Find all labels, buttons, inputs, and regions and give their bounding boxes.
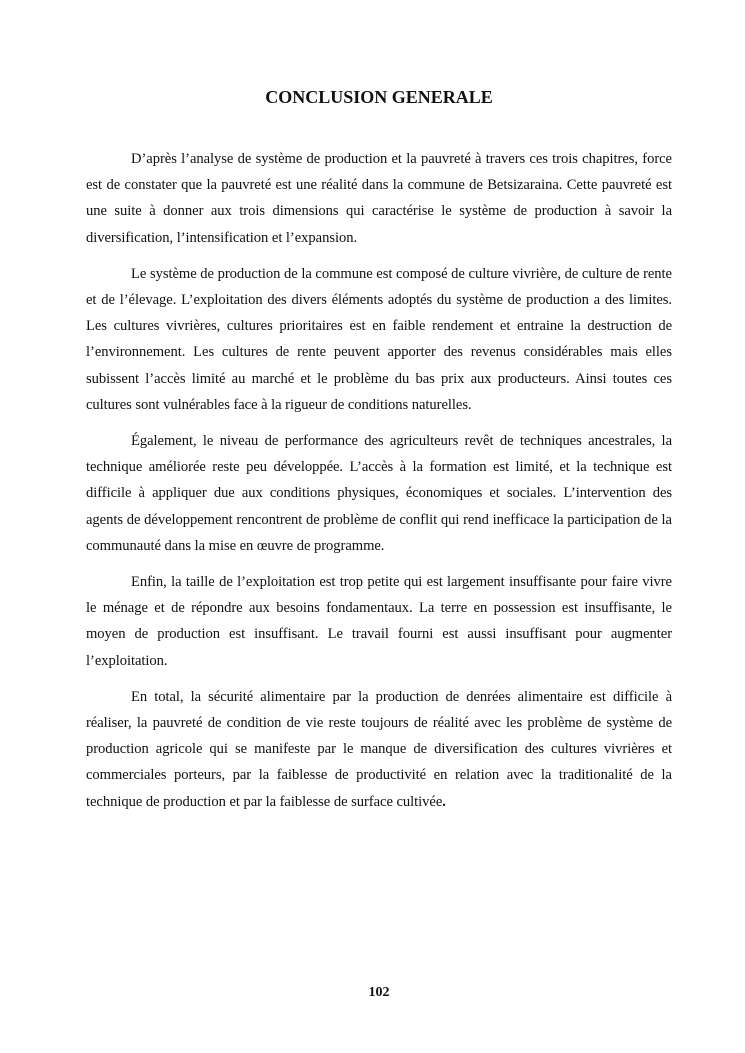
paragraph-last-text: En total, la sécurité alimentaire par la production de denrées alimentaire est difficile à réaliser, la pauvreté de condition de vie reste toujours de réalité avec les problème de système de production agricole qui se manifeste par le manque de diversification des cultures vivrières et commerciales porteurs, par la faiblesse de productivité en relation avec la traditionalité de la technique de production et par la faiblesse de surface cultivée [86, 688, 672, 810]
document-page [86, 0, 672, 1053]
body-text [86, 146, 672, 825]
paragraph: D’après l’analyse de système de production et la pauvreté à travers ces trois chapitres, force est de constater que la pauvreté est une réalité dans la commune de Betsizaraina. Cette pauvreté est une suite à donner aux trois dimensions qui caractérise le système de production à savoir la diversification, l’intensification et l’expansion. [86, 151, 672, 246]
paragraph: Également, le niveau de performance des agriculteurs revêt de techniques ancestrales, la technique améliorée reste peu développée. L’accès à la formation est limité, et la technique est difficile à appliquer due aux conditions physiques, économiques et sociales. L’intervention des agents de développement rencontrent de problème de conflit qui rend inefficace la participation de la communauté dans la mise en œuvre de programme. [86, 433, 672, 554]
paragraph: Le système de production de la commune est composé de culture vivrière, de culture de rente et de l’élevage. L’exploitation des divers éléments adoptés du système de production a des limites. Les cultures vivrières, cultures prioritaires est en faible rendement et entraine la destruction de l’environnement. Les cultures de rente peuvent apporter des revenus considérables mais elles subissent l’accès limité au marché et le problème du bas prix aux producteurs. Ainsi toutes ces cultures sont vulnérables face à la rigueur de conditions naturelles. [86, 265, 672, 413]
paragraph: Enfin, la taille de l’exploitation est trop petite qui est largement insuffisante pour faire vivre le ménage et de répondre aux besoins fondamentaux. La terre en possession est insuffisante, le moyen de production est insuffisant. Le travail fourni est aussi insuffisant pour augmenter l’exploitation. [86, 574, 672, 669]
page-title: CONCLUSION GENERALE [265, 87, 493, 107]
final-period: . [442, 793, 446, 810]
paragraph-last [86, 684, 672, 815]
page-number: 102 [368, 985, 390, 1000]
